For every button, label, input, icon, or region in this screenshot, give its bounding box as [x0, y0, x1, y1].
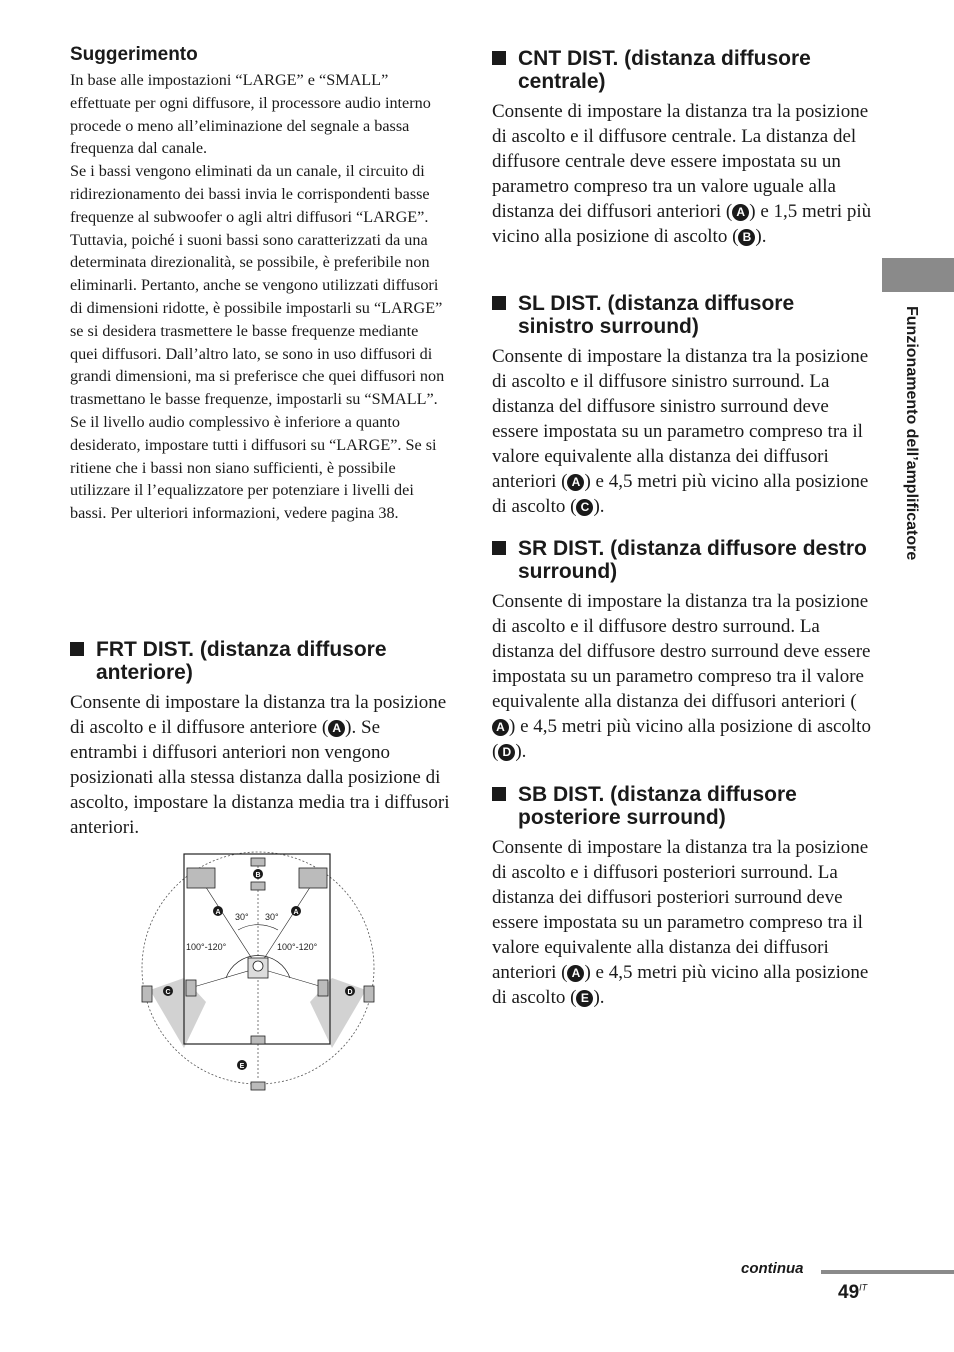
- section-cnt-dist: [492, 47, 872, 249]
- tip-heading: Suggerimento: [70, 44, 198, 65]
- speaker-layout-diagram: [140, 850, 380, 1096]
- tip-body: [70, 69, 450, 525]
- square-bullet-icon: [492, 787, 506, 801]
- range-label-right: 100°-120°: [277, 942, 318, 952]
- tip-paragraph: Se i bassi vengono eliminati da un canale, il circuito di ridirezionamento dei bassi invia le corrispondenti basse frequenze al subwoofer o agli altri diffusori “LARGE”.: [70, 162, 430, 226]
- svg-text:B: B: [255, 872, 261, 879]
- section-sr-dist: [492, 537, 872, 764]
- marker-a-left-icon: [213, 906, 223, 916]
- section-heading: SB DIST. (distanza diffusore posteriore surround): [492, 783, 872, 829]
- marker-b-icon: [253, 869, 263, 879]
- section-heading: SR DIST. (distanza diffusore destro surround): [492, 537, 872, 583]
- square-bullet-icon: [492, 296, 506, 310]
- marker-a-icon: A: [732, 204, 749, 221]
- section-sb-dist: [492, 783, 872, 1010]
- marker-a-icon: A: [492, 719, 509, 736]
- marker-d-icon: D: [498, 744, 515, 761]
- square-bullet-icon: [492, 51, 506, 65]
- svg-text:A: A: [293, 909, 299, 916]
- section-body: Consente di impostare la distanza tra la posizione di ascolto e il diffusore sinistro surround. La distanza del diffusore sinistro surround deve essere impostata su un parametro compreso tra il valore equivalente alla distanza dei diffusori anteriori ( A ) e 4,5 metri più vicino alla posizione di ascolto ( C ).: [492, 346, 869, 517]
- section-body: Consente di impostare la distanza tra la posizione di ascolto e il diffusore centrale. La distanza del diffusore centrale deve essere impostata su un parametro compreso tra un valore uguale alla distanza dei diffusori anteriori ( A ) e 1,5 metri più vicino alla posizione di ascolto ( B ).: [492, 101, 872, 247]
- svg-text:C: C: [165, 989, 171, 996]
- marker-a-icon: A: [567, 965, 584, 982]
- svg-text:A: A: [215, 909, 221, 916]
- square-bullet-icon: [70, 642, 84, 656]
- front-right-speaker-icon: [299, 868, 327, 888]
- square-bullet-icon: [492, 541, 506, 555]
- section-heading: CNT DIST. (distanza diffusore centrale): [492, 47, 872, 93]
- marker-a-icon: A: [328, 720, 345, 737]
- surround-zone-left: [150, 978, 206, 1048]
- section-frt-dist: [70, 638, 450, 840]
- svg-text:E: E: [239, 1063, 245, 1070]
- marker-e-icon: E: [576, 990, 593, 1007]
- surround-right-near-icon: [318, 980, 328, 996]
- tip-paragraph: Se il livello audio complessivo è inferiore a quanto desiderato, impostare tutti i diffusori su “LARGE”. Se si ritiene che i bassi non siano sufficienti, è possibile utilizzare il l’equalizzatore per potenziare i livelli dei bassi. Per ulteriori informazioni, vedere pagina 38.: [70, 412, 437, 523]
- chapter-tab: [882, 258, 954, 292]
- section-heading: SL DIST. (distanza diffusore sinistro surround): [492, 292, 872, 338]
- tip-paragraph: In base alle impostazioni “LARGE” e “SMALL” effettuate per ogni diffusore, il processore audio interno procede o meno all’eliminazione del segnale a bassa frequenza dal canale.: [70, 71, 431, 158]
- angle-label-right: 30°: [265, 912, 279, 922]
- center-speaker-icon: [251, 858, 265, 866]
- section-body: Consente di impostare la distanza tra la posizione di ascolto e il diffusore destro surround. La distanza del diffusore destro surround deve essere impostata su un parametro compreso tra il valore equivalente alla distanza dei diffusori anteriori (A ) e 4,5 metri più vicino alla posizione di ascolto ( D ).: [492, 591, 871, 762]
- marker-b-icon: B: [738, 229, 755, 246]
- tip-paragraph: Tuttavia, poiché i suoni bassi sono caratterizzati da una determinata direzionalità, se possibile, è preferibile non eliminarli. Pertanto, anche se vengono utilizzati diffusori di dimensioni ridotte, è possibile impostarli su “LARGE” se si desidera trasmettere le basse frequenze mediante quei diffusori. Dall’altro lato, se sono in uso diffusori di grandi dimensioni, ma si preferisce che quei diffusori non trasmettano le basse frequenze, impostarli su “SMALL”.: [70, 230, 445, 409]
- marker-a-right-icon: [291, 906, 301, 916]
- svg-text:D: D: [347, 989, 353, 996]
- section-sl-dist: [492, 292, 872, 519]
- chapter-label: Funzionamento dell’amplificatore: [903, 306, 920, 561]
- marker-e-icon: [237, 1060, 247, 1070]
- center-speaker-near-icon: [251, 882, 265, 890]
- continue-bar: [821, 1270, 954, 1274]
- marker-d-icon: [345, 986, 355, 996]
- surround-left-far-icon: [142, 986, 152, 1002]
- front-left-speaker-icon: [187, 868, 215, 888]
- marker-c-icon: C: [576, 499, 593, 516]
- angle-label-left: 30°: [235, 912, 249, 922]
- surround-left-near-icon: [186, 980, 196, 996]
- back-speaker-far-icon: [251, 1082, 265, 1090]
- section-body: Consente di impostare la distanza tra la posizione di ascolto e il diffusore anteriore ( A ). Se entrambi i diffusori anteriori non vengono posizionati alla stessa distanza dalla posizione di ascolto, impostare la distanza media tra i diffusori anteriori.: [70, 692, 450, 838]
- range-label-left: 100°-120°: [186, 942, 227, 952]
- marker-a-icon: A: [567, 474, 584, 491]
- section-body: Consente di impostare la distanza tra la posizione di ascolto e i diffusori posteriori surround. La distanza dei diffusori posteriori surround deve essere impostata su un parametro compreso tra il valore equivalente alla distanza dei diffusori anteriori ( A ) e 4,5 metri più vicino alla posizione di ascolto ( E ).: [492, 837, 869, 1008]
- continue-label: continua: [741, 1260, 804, 1277]
- surround-right-far-icon: [364, 986, 374, 1002]
- section-heading: FRT DIST. (distanza diffusore anteriore): [70, 638, 450, 684]
- back-speaker-near-icon: [251, 1036, 265, 1044]
- page-number: $49^{IT}$: [838, 1282, 868, 1303]
- marker-c-icon: [163, 986, 173, 996]
